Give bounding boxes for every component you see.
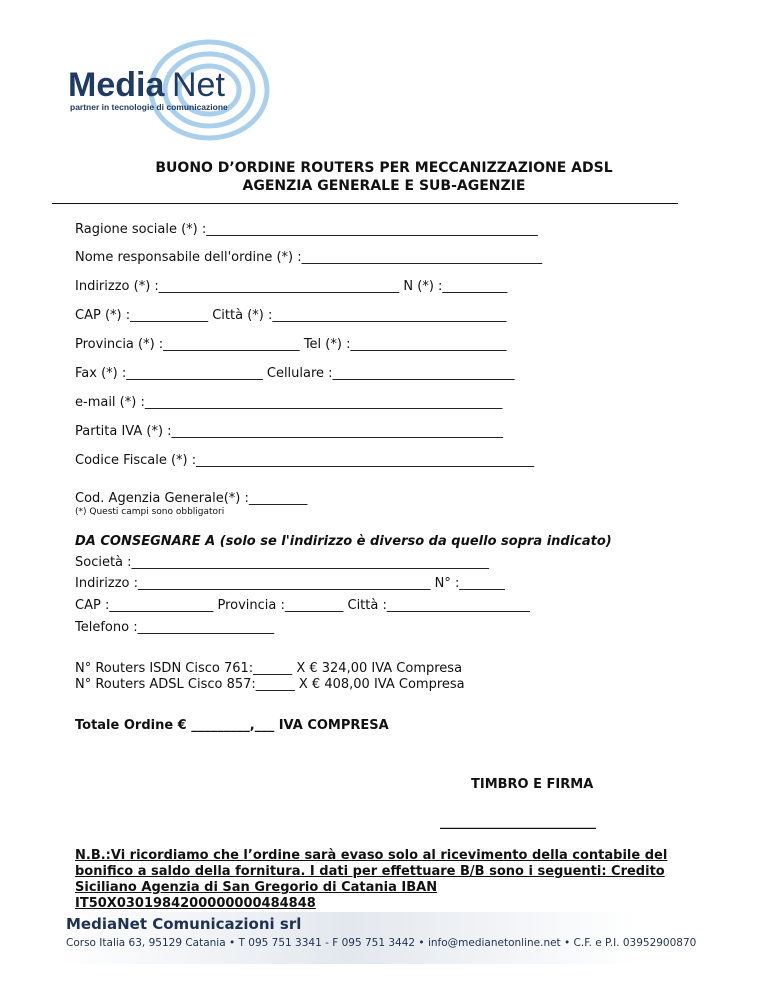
logo-tagline: partner in tecnologie di comunicazione — [70, 102, 228, 112]
field-nome-responsabile[interactable]: Nome responsabile dell'ordine (*) :_____________________________________ — [75, 250, 543, 265]
medianet-logo — [64, 38, 274, 148]
footer-address: Corso Italia 63, 95129 Catania • T 095 751 3341 - F 095 751 3442 • info@medianetonline.net • C.F. e P.I. 03952900870 — [66, 937, 697, 949]
timbro-e-firma-label: TIMBRO E FIRMA — [471, 777, 594, 792]
title-divider — [52, 203, 678, 204]
field-cod-agenzia[interactable]: Cod. Agenzia Generale(*) :_________ — [75, 491, 308, 506]
field-telefono[interactable]: Telefono :_____________________ — [75, 620, 275, 635]
totale-ordine[interactable]: Totale Ordine € _________,___ IVA COMPRESA — [75, 718, 389, 733]
field-provincia-tel[interactable]: Provincia (*) :_____________________ Tel (*) :________________________ — [75, 337, 507, 352]
field-indirizzo[interactable]: Indirizzo (*) :_____________________________________ N (*) :__________ — [75, 279, 508, 294]
field-email[interactable]: e-mail (*) :_______________________________________________________ — [75, 395, 503, 410]
routers-adsl-line[interactable]: N° Routers ADSL Cisco 857:______ X € 408,00 IVA Compresa — [75, 677, 465, 692]
field-partita-iva[interactable]: Partita IVA (*) :___________________________________________________ — [75, 424, 504, 439]
consegna-heading: DA CONSEGNARE A (solo se l'indirizzo è diverso da quello sopra indicato) — [75, 534, 612, 549]
nb-bank-details: N.B.:Vi ricordiamo che l’ordine sarà evaso solo al ricevimento della contabile del bonifico a saldo della fornitura. I dati per effettuare B/B sono i seguenti: Credito Siciliano Agenzia di San Gregorio di Catania IBAN IT50X0301984200000000484848 — [75, 848, 668, 911]
field-consegna-cap-provincia-citta[interactable]: CAP :________________ Provincia :_________ Città :______________________ — [75, 598, 530, 613]
document-title-line2: AGENZIA GENERALE E SUB-AGENZIE — [242, 178, 526, 194]
field-fax-cellulare[interactable]: Fax (*) :_____________________ Cellulare :____________________________ — [75, 366, 515, 381]
footer-company-name: MediaNet Comunicazioni srl — [66, 915, 302, 933]
field-codice-fiscale[interactable]: Codice Fiscale (*) :____________________________________________________ — [75, 453, 535, 468]
field-societa[interactable]: Società :_______________________________________________________ — [75, 555, 490, 570]
field-cap-citta[interactable]: CAP (*) :____________ Città (*) :____________________________________ — [75, 308, 507, 323]
field-consegna-indirizzo[interactable]: Indirizzo :_____________________________________________ N° :_______ — [75, 576, 505, 591]
footer — [58, 912, 697, 964]
required-fields-note: (*) Questi campi sono obbligatori — [75, 507, 225, 517]
field-ragione-sociale[interactable]: Ragione sociale (*) :___________________________________________________ — [75, 222, 538, 237]
signature-line[interactable]: ________________________ — [440, 815, 596, 830]
logo-brand-media: Media — [68, 66, 165, 104]
routers-isdn-line[interactable]: N° Routers ISDN Cisco 761:______ X € 324,00 IVA Compresa — [75, 661, 463, 676]
document-title-line1: BUONO D’ORDINE ROUTERS PER MECCANIZZAZIONE ADSL — [155, 160, 613, 176]
logo-brand-net: Net — [172, 66, 225, 104]
